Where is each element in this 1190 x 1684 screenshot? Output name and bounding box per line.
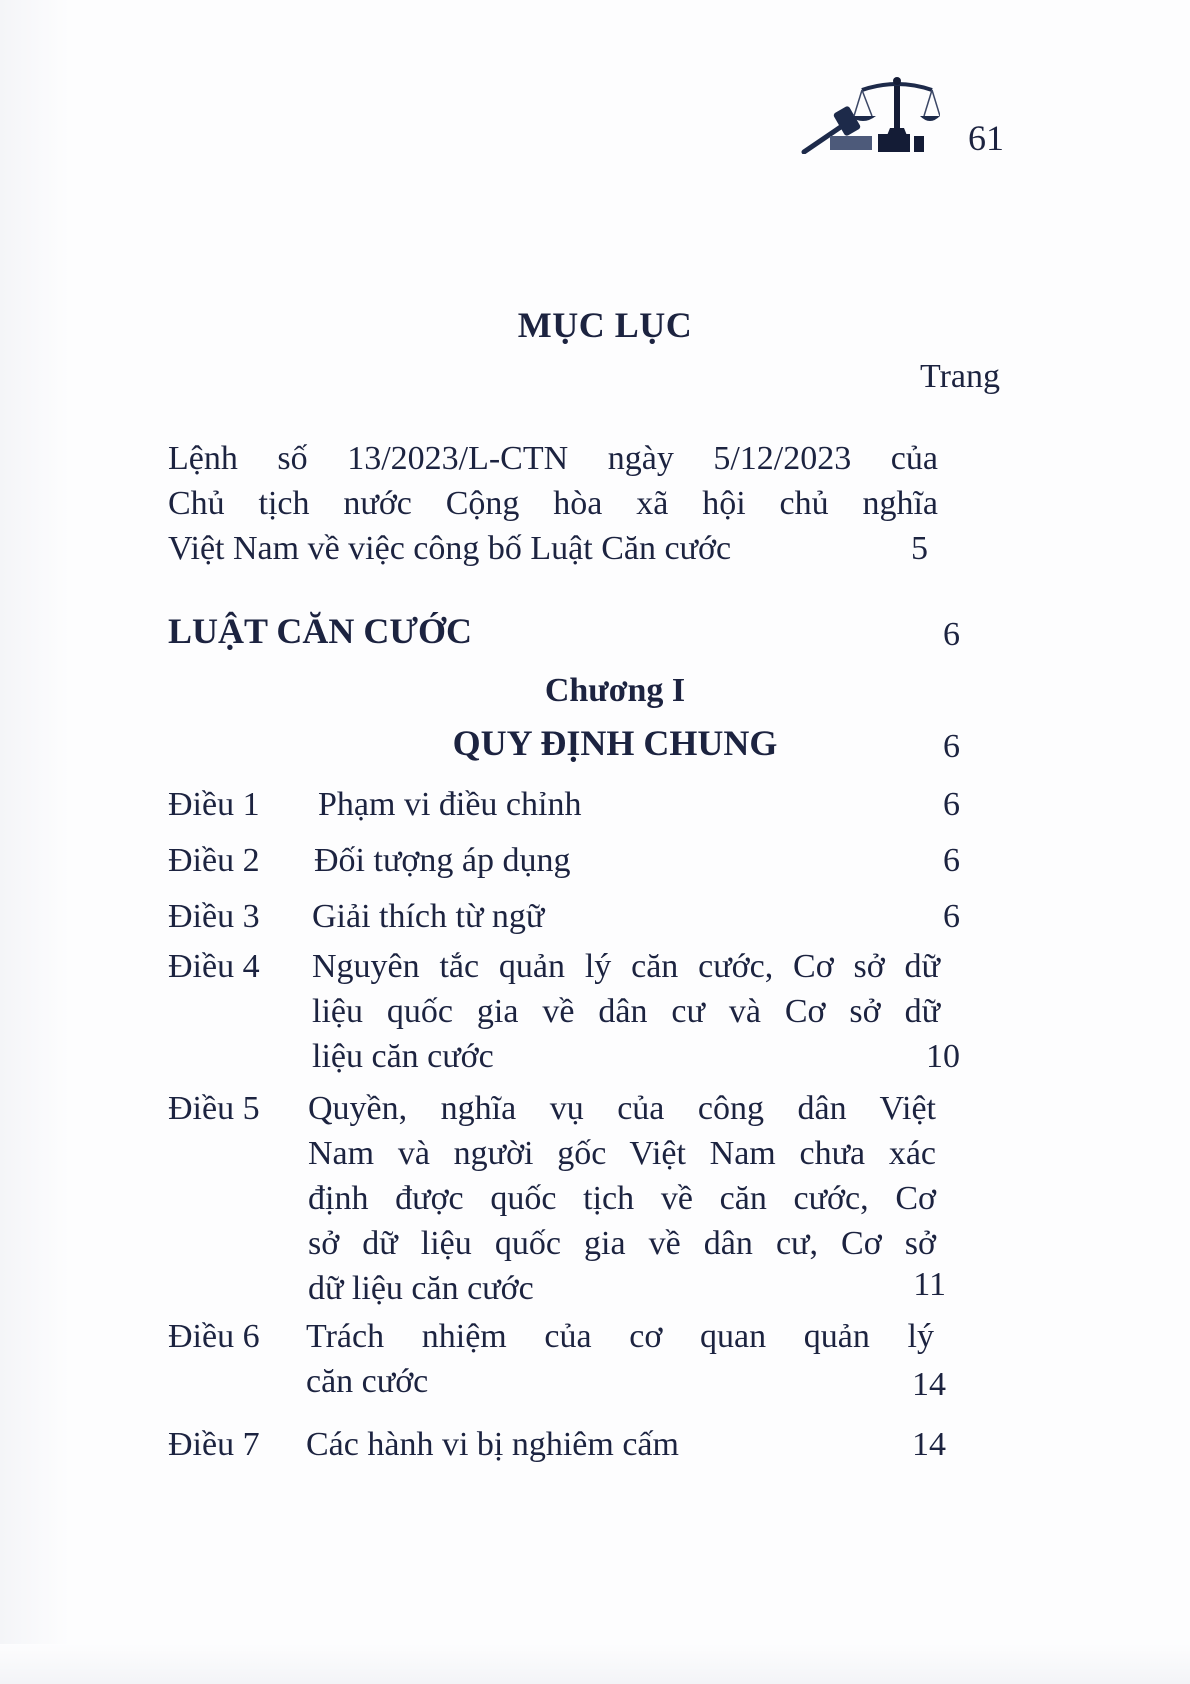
article-title: Phạm vi điều chỉnh — [318, 786, 582, 823]
article-page: 6 — [943, 786, 960, 823]
article-title — [312, 944, 940, 1079]
page-shadow-left — [0, 0, 70, 1684]
article-page: 6 — [943, 898, 960, 935]
entry-line: Lệnh số 13/2023/L-CTN ngày 5/12/2023 của — [168, 440, 938, 477]
article-title-line: định được quốc tịch về căn cước, Cơ — [308, 1180, 936, 1217]
article-title — [306, 1314, 934, 1404]
article-title — [308, 1086, 936, 1311]
article-number: Điều 5 — [168, 1090, 260, 1127]
toc-title: MỤC LỤC — [517, 305, 693, 345]
article-number: Điều 3 — [168, 898, 260, 935]
article-title-line: căn cước — [306, 1363, 429, 1400]
article-number: Điều 4 — [168, 948, 260, 985]
article-title: Các hành vi bị nghiêm cấm — [306, 1426, 679, 1463]
article-page: 14 — [912, 1366, 946, 1403]
article-title-line: Quyền, nghĩa vụ của công dân Việt — [308, 1090, 936, 1127]
page-shadow-bottom — [0, 1644, 1190, 1684]
article-page: 11 — [913, 1266, 946, 1303]
chapter-label: Chương I — [544, 672, 686, 709]
article-title: Giải thích từ ngữ — [312, 898, 545, 935]
article-number: Điều 6 — [168, 1318, 260, 1355]
chapter-title: QUY ĐỊNH CHUNG — [452, 723, 778, 763]
article-number: Điều 7 — [168, 1426, 260, 1463]
chapter-page: 6 — [943, 728, 960, 765]
article-title-line: liệu căn cước — [312, 1038, 494, 1075]
article-title-line: sở dữ liệu quốc gia về dân cư, Cơ sở — [308, 1225, 936, 1262]
entry-page: 5 — [911, 530, 928, 567]
article-number: Điều 2 — [168, 842, 260, 879]
law-page: 6 — [943, 616, 960, 653]
article-page: 6 — [943, 842, 960, 879]
article-title-line: Nam và người gốc Việt Nam chưa xác — [308, 1135, 936, 1172]
article-title-line: dữ liệu căn cước — [308, 1270, 534, 1307]
page-column-label: Trang — [920, 358, 1000, 395]
entry-line: Việt Nam về việc công bố Luật Căn cước — [168, 530, 732, 567]
article-title-line: Trách nhiệm của cơ quan quản lý — [306, 1318, 934, 1355]
page-number: 61 — [968, 118, 1004, 158]
toc-entry-order — [168, 436, 1008, 571]
article-page: 14 — [912, 1426, 946, 1463]
law-title: LUẬT CĂN CƯỚC — [168, 611, 473, 651]
scales-of-justice-and-gavel-icon — [800, 76, 940, 154]
article-number: Điều 1 — [168, 786, 260, 823]
article-title-line: Nguyên tắc quản lý căn cước, Cơ sở dữ — [312, 948, 940, 985]
article-title-line: liệu quốc gia về dân cư và Cơ sở dữ — [312, 993, 940, 1030]
entry-line: Chủ tịch nước Cộng hòa xã hội chủ nghĩa — [168, 485, 938, 522]
article-title: Đối tượng áp dụng — [314, 842, 571, 879]
article-page: 10 — [926, 1038, 960, 1075]
